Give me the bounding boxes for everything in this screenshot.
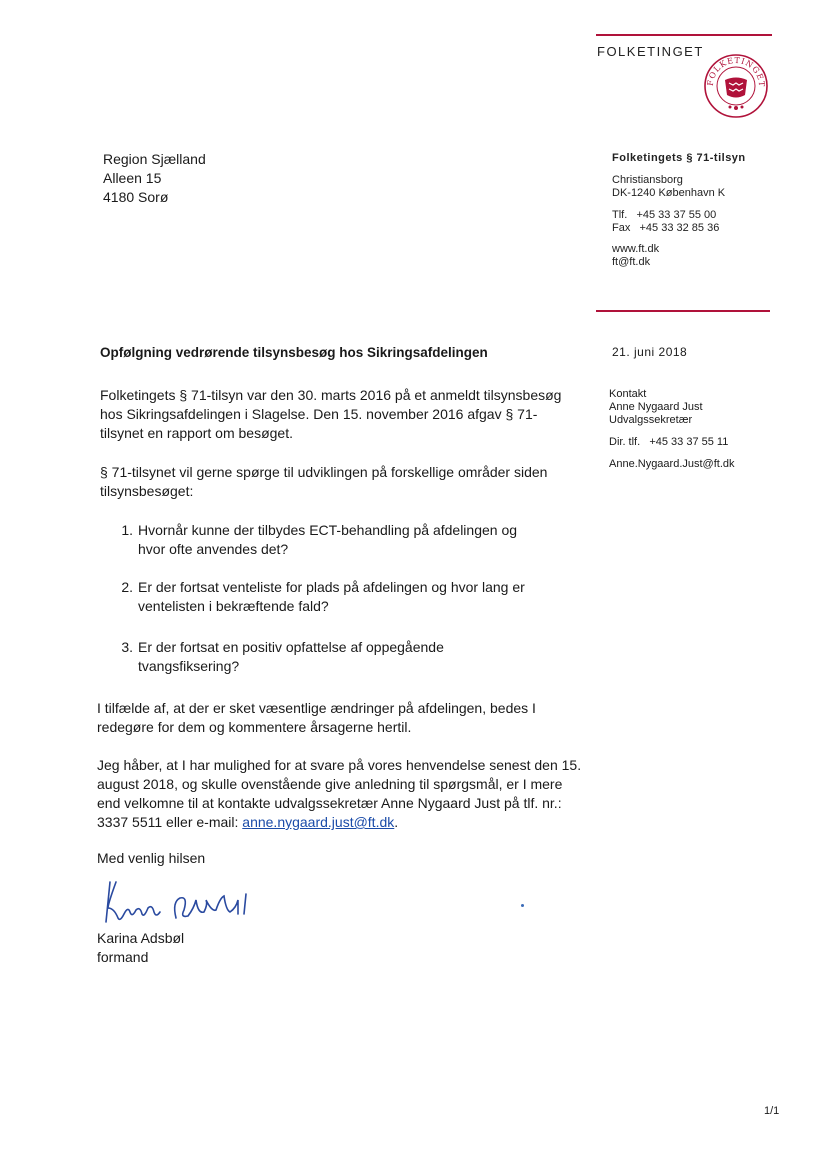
sender-website[interactable]: www.ft.dk [612,243,660,255]
question-number: 3. [121,639,133,655]
sender-address-line: Christiansborg [612,174,683,186]
question-text: Hvornår kunne der tilbydes ECT-behandling på afdelingen og hvor ofte anvendes det? [138,522,518,557]
signer-role: formand [97,949,149,965]
recipient-line: Alleen 15 [103,170,162,186]
sidebar-divider [596,310,770,312]
contact-label: Kontakt [609,388,647,400]
sender-email[interactable]: ft@ft.dk [612,256,651,268]
handwritten-signature [96,878,256,930]
question-number: 1. [121,522,133,538]
body-paragraph-1: Folketingets § 71-tilsyn var den 30. marts 2016 på et anmeldt tilsynsbesøg hos Sikringsafdelingen i Slagelse. Den 15. november 2016 afgav § 71-tilsynet en rapport om besøget. [100,387,562,441]
body-paragraph-4 [97,756,587,832]
question-number: 2. [121,579,133,595]
contact-name: Anne Nygaard Just [609,401,703,413]
page-number: 1/1 [764,1105,780,1117]
folketinget-seal-logo [703,53,769,119]
ink-dot [521,904,524,907]
question-text: Er der fortsat venteliste for plads på afdelingen og hvor lang er ventelisten i bekræftende fald? [138,579,525,614]
signer-block [97,929,184,967]
contact-role: Udvalgssekretær [609,414,693,426]
closing-salutation: Med venlig hilsen [97,850,206,866]
sender-fax: Fax +45 33 32 85 36 [612,222,720,234]
question-text: Er der fortsat en positiv opfattelse af oppegående tvangsfiksering? [138,639,444,674]
letter-subject: Opfølgning vedrørende tilsynsbesøg hos Sikringsafdelingen [100,345,488,360]
header-top-rule [596,34,772,36]
contact-block [609,388,735,471]
signer-name: Karina Adsbøl [97,930,185,946]
sender-phone: Tlf. +45 33 37 55 00 [612,209,717,221]
contact-phone: Dir. tlf. +45 33 37 55 11 [609,436,729,448]
sender-title: Folketingets § 71-tilsyn [612,152,746,164]
recipient-line: 4180 Sorø [103,189,169,205]
body-paragraph-4-end: . [394,814,399,830]
sender-phone-block [612,209,719,235]
contact-email-link[interactable]: anne.nygaard.just@ft.dk [242,814,395,830]
body-paragraph-3: I tilfælde af, at der er sket væsentlige ændringer på afdelingen, bedes I redegøre for dem og kommentere årsagerne hertil. [97,700,536,735]
body-paragraph-4-text: Jeg håber, at I har mulighed for at svare på vores henvendelse senest den 15. august 2018, og skulle ovenstående give anledning til spørgsmål, er I mere end velkomne til at kontakte udvalgssekretær Anne Nygaard Just på tlf. nr.: 3337 5511 eller e-mail: [97,757,582,830]
sender-address-line: DK-1240 København K [612,187,726,199]
sender-web-block [612,243,659,269]
recipient-line: Region Sjælland [103,151,206,167]
svg-text:FOLKETINGET: FOLKETINGET [705,55,767,88]
letter-date: 21. juni 2018 [612,345,688,359]
sender-address [612,174,725,200]
org-name: FOLKETINGET [597,44,704,59]
contact-email[interactable]: Anne.Nygaard.Just@ft.dk [609,458,735,470]
recipient-address [103,150,206,207]
body-paragraph-2: § 71-tilsynet vil gerne spørge til udviklingen på forskellige områder siden tilsynsbesøget: [100,464,548,499]
